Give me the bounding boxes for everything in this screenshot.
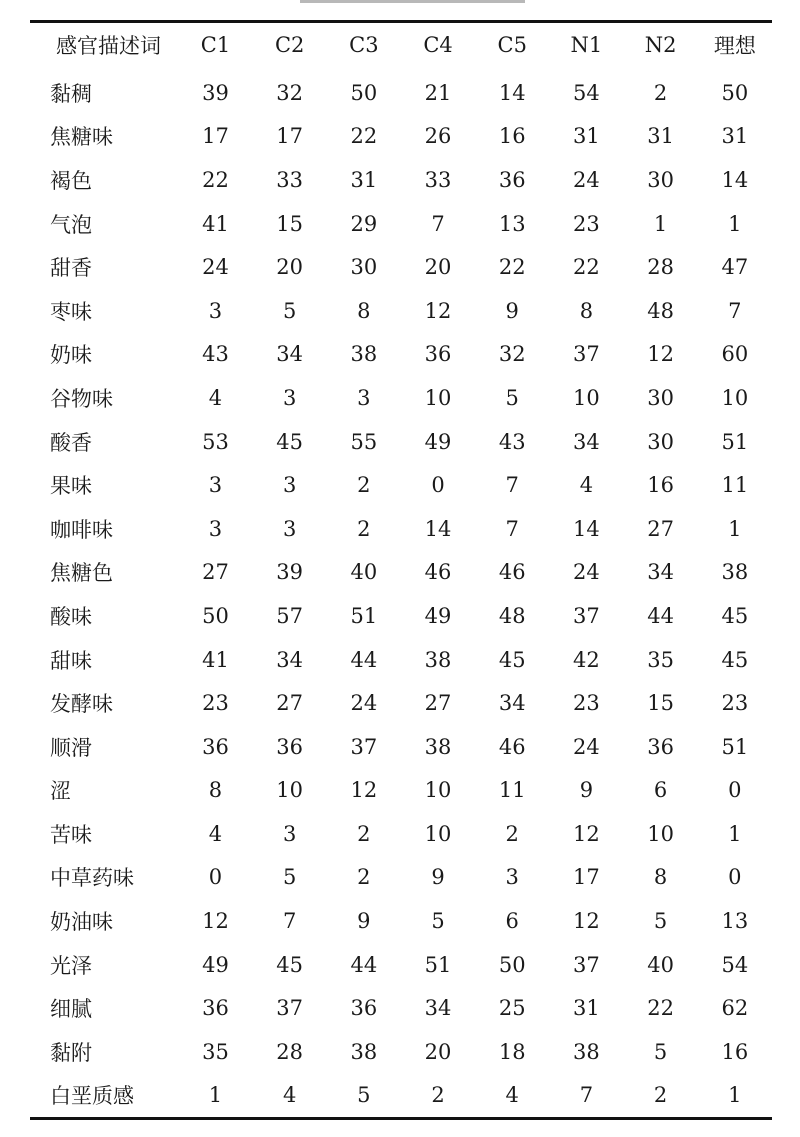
score-cell: 33 xyxy=(424,167,452,192)
score-cell: 30 xyxy=(350,255,378,280)
score-cell: 4 xyxy=(208,385,223,410)
score-cell: 2 xyxy=(505,821,519,846)
score-cell: 15 xyxy=(647,691,674,716)
score-cell: 13 xyxy=(498,211,526,236)
score-cell: 36 xyxy=(424,342,452,367)
score-cell: 7 xyxy=(282,909,297,934)
score-cell: 50 xyxy=(350,80,378,105)
sensory-attribute-cell: 苦味 xyxy=(50,822,92,847)
score-cell: 22 xyxy=(573,255,600,280)
table-row xyxy=(30,769,772,813)
table-row xyxy=(30,333,772,377)
score-cell: 5 xyxy=(653,1039,668,1064)
score-cell: 3 xyxy=(208,516,223,541)
score-cell: 32 xyxy=(276,80,304,105)
table-row xyxy=(30,1030,772,1074)
cropped-caption-remnant xyxy=(0,0,800,6)
sensory-attribute-cell: 酸味 xyxy=(50,604,92,629)
score-cell: 5 xyxy=(357,1083,371,1108)
score-cell: 60 xyxy=(721,342,749,367)
score-cell: 14 xyxy=(498,80,526,105)
sensory-attribute-cell: 细腻 xyxy=(50,997,92,1022)
score-cell: 48 xyxy=(647,298,674,323)
sensory-attribute-cell: 黏稠 xyxy=(50,81,92,106)
score-cell: 35 xyxy=(647,647,674,672)
score-cell: 14 xyxy=(424,516,452,541)
score-cell: 37 xyxy=(573,342,600,367)
score-cell: 28 xyxy=(276,1039,304,1064)
score-cell: 5 xyxy=(282,865,297,890)
sensory-attribute-cell: 褐色 xyxy=(50,168,92,193)
score-cell: 37 xyxy=(573,952,600,977)
score-cell: 44 xyxy=(647,603,674,628)
sensory-attribute-cell: 甜味 xyxy=(50,648,92,673)
sensory-attribute-cell: 光泽 xyxy=(50,953,92,978)
score-cell: 37 xyxy=(350,734,378,759)
table-row xyxy=(30,856,772,900)
score-cell: 48 xyxy=(498,603,526,628)
score-cell: 34 xyxy=(424,996,452,1021)
column-header-attribute: 感官描述词 xyxy=(56,34,161,58)
sensory-attribute-cell: 发酵味 xyxy=(50,692,113,717)
score-cell: 30 xyxy=(647,385,674,410)
score-cell: 6 xyxy=(505,909,519,934)
score-cell: 24 xyxy=(202,255,229,280)
score-cell: 31 xyxy=(721,124,749,149)
sensory-attribute-cell: 果味 xyxy=(50,474,92,499)
score-cell: 3 xyxy=(282,473,297,498)
score-cell: 46 xyxy=(498,734,526,759)
score-cell: 2 xyxy=(357,865,371,890)
score-cell: 31 xyxy=(573,996,600,1021)
score-cell: 23 xyxy=(202,691,229,716)
score-cell: 20 xyxy=(276,255,304,280)
score-cell: 14 xyxy=(721,167,749,192)
sensory-attribute-cell: 枣味 xyxy=(50,299,92,324)
sensory-attribute-cell: 顺滑 xyxy=(50,735,92,760)
score-cell: 22 xyxy=(647,996,674,1021)
score-cell: 33 xyxy=(276,167,304,192)
score-cell: 36 xyxy=(202,996,229,1021)
score-cell: 4 xyxy=(282,1083,297,1108)
score-cell: 1 xyxy=(653,211,668,236)
score-cell: 27 xyxy=(202,560,229,585)
score-cell: 29 xyxy=(350,211,378,236)
score-cell: 40 xyxy=(350,560,378,585)
score-cell: 5 xyxy=(505,385,519,410)
score-cell: 49 xyxy=(424,603,452,628)
score-cell: 12 xyxy=(424,298,452,323)
table-body xyxy=(30,67,772,1117)
score-cell: 10 xyxy=(573,385,600,410)
score-cell: 34 xyxy=(573,429,600,454)
score-cell: 8 xyxy=(579,298,594,323)
score-cell: 46 xyxy=(498,560,526,585)
score-cell: 45 xyxy=(721,603,749,628)
score-cell: 12 xyxy=(350,778,378,803)
score-cell: 11 xyxy=(721,473,749,498)
score-cell: 43 xyxy=(202,342,229,367)
score-cell: 32 xyxy=(498,342,526,367)
score-cell: 17 xyxy=(573,865,600,890)
table-row xyxy=(30,594,772,638)
score-cell: 9 xyxy=(357,909,371,934)
score-cell: 14 xyxy=(573,516,600,541)
score-cell: 24 xyxy=(573,560,600,585)
caption-smudge xyxy=(300,0,525,3)
sensory-attribute-cell: 酸香 xyxy=(50,430,92,455)
score-cell: 1 xyxy=(728,211,742,236)
score-cell: 54 xyxy=(573,80,600,105)
table-row xyxy=(30,551,772,595)
score-cell: 25 xyxy=(498,996,526,1021)
column-header-c4: C4 xyxy=(423,33,453,57)
score-cell: 23 xyxy=(721,691,749,716)
score-cell: 12 xyxy=(202,909,229,934)
score-cell: 35 xyxy=(202,1039,229,1064)
score-cell: 31 xyxy=(573,124,600,149)
score-cell: 4 xyxy=(579,473,594,498)
score-cell: 31 xyxy=(647,124,674,149)
score-cell: 51 xyxy=(721,429,749,454)
score-cell: 34 xyxy=(276,647,304,672)
score-cell: 0 xyxy=(431,473,445,498)
score-cell: 49 xyxy=(202,952,229,977)
sensory-attribute-cell: 气泡 xyxy=(50,212,92,237)
score-cell: 0 xyxy=(728,865,742,890)
table-row xyxy=(30,899,772,943)
sensory-attribute-cell: 奶油味 xyxy=(50,910,113,935)
score-cell: 22 xyxy=(350,124,378,149)
score-cell: 3 xyxy=(505,865,519,890)
score-cell: 27 xyxy=(424,691,452,716)
sensory-attribute-cell: 甜香 xyxy=(50,256,92,281)
score-cell: 11 xyxy=(498,778,526,803)
score-cell: 44 xyxy=(350,952,378,977)
score-cell: 42 xyxy=(573,647,600,672)
score-cell: 2 xyxy=(431,1083,445,1108)
score-cell: 9 xyxy=(431,865,445,890)
score-cell: 2 xyxy=(357,473,371,498)
score-cell: 20 xyxy=(424,255,452,280)
table-bottom-rule xyxy=(30,1117,772,1120)
score-cell: 45 xyxy=(498,647,526,672)
score-cell: 20 xyxy=(424,1039,452,1064)
score-cell: 50 xyxy=(498,952,526,977)
score-cell: 3 xyxy=(282,385,297,410)
score-cell: 36 xyxy=(647,734,674,759)
score-cell: 7 xyxy=(505,516,519,541)
table-row xyxy=(30,202,772,246)
score-cell: 12 xyxy=(647,342,674,367)
score-cell: 45 xyxy=(276,429,304,454)
score-cell: 3 xyxy=(357,385,371,410)
sensory-attribute-cell: 焦糖色 xyxy=(50,561,113,586)
score-cell: 34 xyxy=(498,691,526,716)
score-cell: 26 xyxy=(424,124,452,149)
score-cell: 8 xyxy=(208,778,223,803)
score-cell: 2 xyxy=(357,821,371,846)
score-cell: 30 xyxy=(647,429,674,454)
sensory-attribute-cell: 中草药味 xyxy=(50,866,134,891)
score-cell: 38 xyxy=(573,1039,600,1064)
score-cell: 62 xyxy=(721,996,749,1021)
score-cell: 1 xyxy=(208,1083,223,1108)
score-cell: 39 xyxy=(202,80,229,105)
score-cell: 31 xyxy=(350,167,378,192)
score-cell: 16 xyxy=(721,1039,749,1064)
score-cell: 1 xyxy=(728,1083,742,1108)
score-cell: 8 xyxy=(357,298,371,323)
score-cell: 24 xyxy=(573,734,600,759)
table-row xyxy=(30,376,772,420)
score-cell: 57 xyxy=(276,603,304,628)
score-cell: 4 xyxy=(505,1083,519,1108)
score-cell: 10 xyxy=(721,385,749,410)
score-cell: 2 xyxy=(653,80,668,105)
score-cell: 28 xyxy=(647,255,674,280)
table-row xyxy=(30,1074,772,1118)
score-cell: 38 xyxy=(350,342,378,367)
table-row xyxy=(30,245,772,289)
column-header-c3: C3 xyxy=(349,33,379,57)
score-cell: 8 xyxy=(653,865,668,890)
table-row xyxy=(30,67,772,115)
table-row xyxy=(30,289,772,333)
table-row xyxy=(30,507,772,551)
score-cell: 51 xyxy=(721,734,749,759)
score-cell: 23 xyxy=(573,211,600,236)
table-row xyxy=(30,463,772,507)
score-cell: 39 xyxy=(276,560,304,585)
score-cell: 36 xyxy=(350,996,378,1021)
score-cell: 43 xyxy=(498,429,526,454)
score-cell: 50 xyxy=(202,603,229,628)
table-row xyxy=(30,986,772,1030)
sensory-attribute-cell: 涩 xyxy=(50,779,71,804)
score-cell: 38 xyxy=(721,560,749,585)
score-cell: 45 xyxy=(721,647,749,672)
score-cell: 0 xyxy=(728,778,742,803)
table-row xyxy=(30,638,772,682)
score-cell: 38 xyxy=(350,1039,378,1064)
score-cell: 10 xyxy=(647,821,674,846)
table-row xyxy=(30,158,772,202)
score-cell: 46 xyxy=(424,560,452,585)
score-cell: 17 xyxy=(276,124,304,149)
score-cell: 7 xyxy=(505,473,519,498)
score-cell: 1 xyxy=(728,821,742,846)
score-cell: 47 xyxy=(721,255,749,280)
score-cell: 10 xyxy=(424,821,452,846)
score-cell: 22 xyxy=(202,167,229,192)
score-cell: 49 xyxy=(424,429,452,454)
score-cell: 9 xyxy=(505,298,519,323)
score-cell: 4 xyxy=(208,821,223,846)
score-cell: 15 xyxy=(276,211,304,236)
score-cell: 3 xyxy=(282,516,297,541)
score-cell: 50 xyxy=(721,80,749,105)
sensory-attribute-cell: 白垩质感 xyxy=(50,1084,134,1109)
score-cell: 38 xyxy=(424,734,452,759)
score-cell: 34 xyxy=(647,560,674,585)
score-cell: 40 xyxy=(647,952,674,977)
score-cell: 3 xyxy=(208,473,223,498)
score-cell: 37 xyxy=(573,603,600,628)
table-row xyxy=(30,681,772,725)
score-cell: 10 xyxy=(276,778,304,803)
score-cell: 41 xyxy=(202,211,229,236)
score-cell: 54 xyxy=(721,952,749,977)
score-cell: 5 xyxy=(653,909,668,934)
score-cell: 13 xyxy=(721,909,749,934)
score-cell: 21 xyxy=(424,80,452,105)
score-cell: 27 xyxy=(276,691,304,716)
table-row xyxy=(30,725,772,769)
score-cell: 12 xyxy=(573,821,600,846)
column-header-c1: C1 xyxy=(200,33,231,57)
table-header-row xyxy=(30,23,772,67)
score-cell: 12 xyxy=(573,909,600,934)
score-cell: 51 xyxy=(424,952,452,977)
score-cell: 2 xyxy=(653,1083,668,1108)
score-cell: 22 xyxy=(498,255,526,280)
score-cell: 18 xyxy=(498,1039,526,1064)
score-cell: 45 xyxy=(276,952,304,977)
score-cell: 51 xyxy=(350,603,378,628)
score-cell: 36 xyxy=(202,734,229,759)
score-cell: 16 xyxy=(498,124,526,149)
column-header-ideal: 理想 xyxy=(713,34,756,58)
score-cell: 3 xyxy=(208,298,223,323)
score-cell: 17 xyxy=(202,124,229,149)
score-cell: 30 xyxy=(647,167,674,192)
score-cell: 7 xyxy=(431,211,445,236)
score-cell: 24 xyxy=(573,167,600,192)
score-cell: 7 xyxy=(579,1083,594,1108)
score-cell: 7 xyxy=(728,298,742,323)
score-cell: 1 xyxy=(728,516,742,541)
score-cell: 10 xyxy=(424,385,452,410)
score-cell: 55 xyxy=(350,429,378,454)
sensory-attribute-cell: 咖啡味 xyxy=(50,517,113,542)
score-cell: 36 xyxy=(276,734,304,759)
sensory-table-container xyxy=(30,20,772,1120)
score-cell: 34 xyxy=(276,342,304,367)
score-cell: 41 xyxy=(202,647,229,672)
sensory-attribute-cell: 焦糖味 xyxy=(50,125,113,150)
score-cell: 10 xyxy=(424,778,452,803)
table-row xyxy=(30,115,772,159)
table-row xyxy=(30,420,772,464)
score-cell: 36 xyxy=(498,167,526,192)
table-row xyxy=(30,943,772,987)
score-cell: 2 xyxy=(357,516,371,541)
score-cell: 24 xyxy=(350,691,378,716)
score-cell: 37 xyxy=(276,996,304,1021)
score-cell: 23 xyxy=(573,691,600,716)
column-header-n1: N1 xyxy=(570,33,603,57)
score-cell: 44 xyxy=(350,647,378,672)
score-cell: 27 xyxy=(647,516,674,541)
score-cell: 16 xyxy=(647,473,674,498)
sensory-attribute-cell: 奶味 xyxy=(50,343,92,368)
score-cell: 5 xyxy=(282,298,297,323)
score-cell: 5 xyxy=(431,909,445,934)
score-cell: 9 xyxy=(579,778,594,803)
column-header-c5: C5 xyxy=(497,33,527,57)
score-cell: 53 xyxy=(202,429,229,454)
sensory-attribute-table xyxy=(30,23,772,1117)
score-cell: 38 xyxy=(424,647,452,672)
sensory-attribute-cell: 黏附 xyxy=(50,1040,92,1065)
score-cell: 0 xyxy=(208,865,223,890)
sensory-attribute-cell: 谷物味 xyxy=(50,386,113,411)
column-header-n2: N2 xyxy=(644,33,677,57)
column-header-c2: C2 xyxy=(274,33,305,57)
score-cell: 6 xyxy=(653,778,668,803)
table-row xyxy=(30,812,772,856)
score-cell: 3 xyxy=(282,821,297,846)
